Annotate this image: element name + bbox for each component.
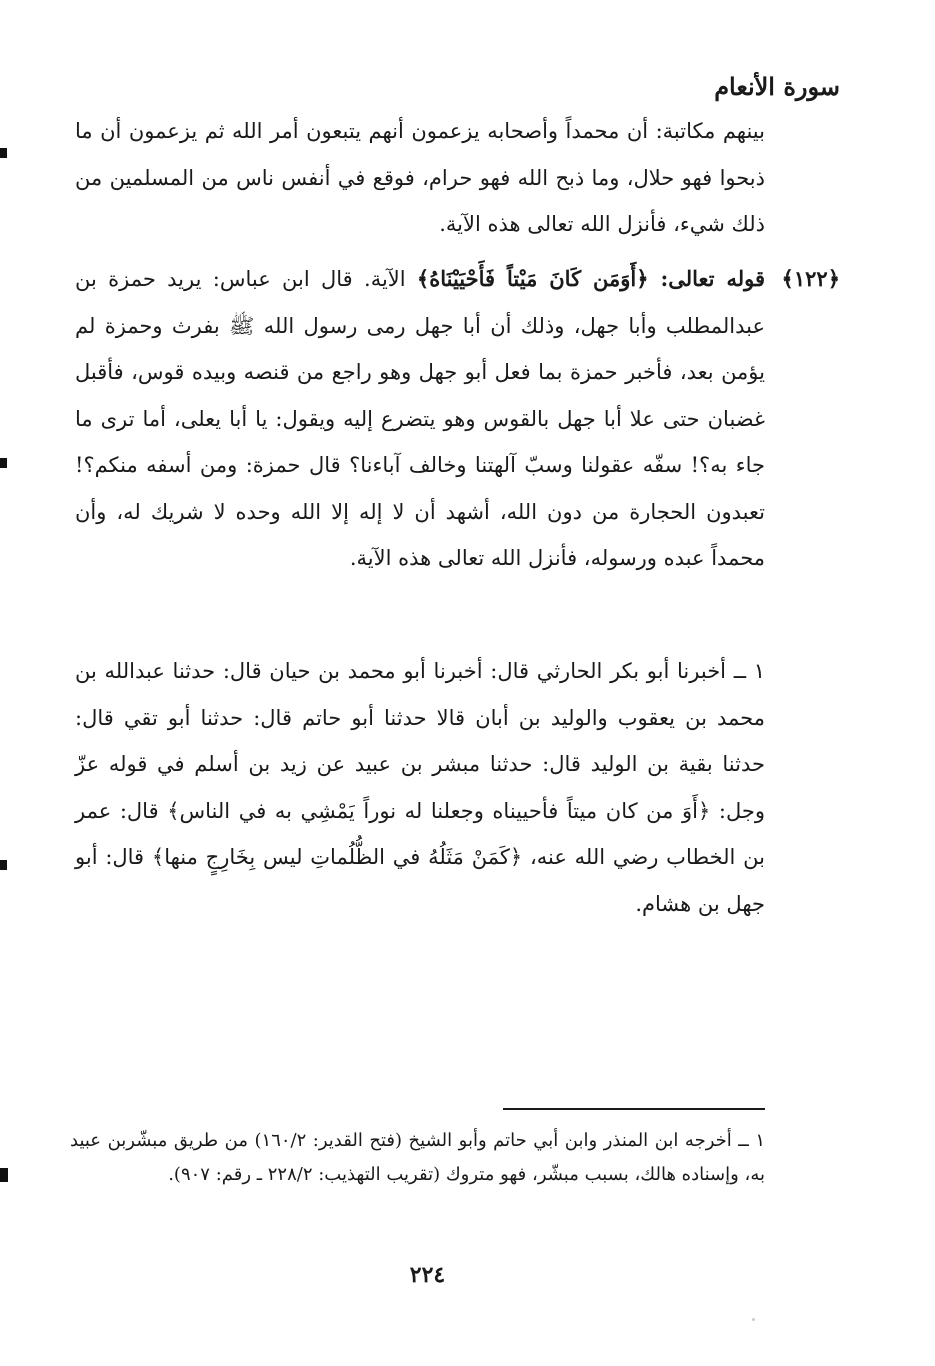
scan-speck: [752, 1318, 755, 1321]
page-number: ٢٢٤: [409, 1262, 446, 1288]
scan-edge-mark: [0, 458, 7, 468]
verse-lead: قوله تعالى: ﴿أَوَمَن كَانَ مَيْتاً فَأَحْيَيْنَاهُ﴾: [416, 266, 765, 291]
intro-paragraph: بينهم مكاتبة: أن محمداً وأصحابه يزعمون أنهم يتبعون أمر الله ثم يزعمون أن ما ذبحوا فهو حلال، وما ذبح الله فهو حرام، فوقع في أنفس ناس من المسلمين من ذلك شيء، فأنزل الله تعالى هذه الآية.: [75, 119, 765, 236]
footnote: ١ ــ أخرجه ابن المنذر وابن أبي حاتم وأبو الشيخ (فتح القدير: ١٦٠/٢) من طريق مبشّربن عبيد به، وإسناده هالك، بسبب مبشّر، فهو متروك (تقريب التهذيب: ٢٢٨/٢ ـ رقم: ٩٠٧).: [70, 1130, 766, 1185]
scan-edge-mark: [0, 1168, 8, 1182]
verse-commentary: [75, 256, 765, 582]
verse-number: ﴿١٢٢﴾: [781, 266, 840, 291]
scan-edge-mark: [0, 860, 7, 870]
hadith-paragraph: ١ ــ أخبرنا أبو بكر الحارثي قال: أخبرنا أبو محمد بن حيان قال: حدثنا عبدالله بن محمد بن يعقوب والوليد بن أبان قالا حدثنا أبو حاتم قال: حدثنا أبو تقي قال: حدثنا بقية بن الوليد قال: حدثنا مبشر بن عبيد عن زيد بن أسلم في قوله عزّ وجل: ﴿أَوَ من كان ميتاً فأحييناه وجعلنا له نوراً يَمْشِي به في الناس﴾ قال: عمر بن الخطاب رضي الله عنه، ﴿كَمَنْ مَثَلُهُ في الظُّلُماتِ ليس بِخَارِجٍ منها﴾ قال: أبو جهل بن هشام.: [75, 659, 765, 916]
verse-body: الآية. قال ابن عباس: يريد حمزة بن عبدالمطلب وأبا جهل، وذلك أن أبا جهل رمى رسول الله ﷺ بفرث وحمزة لم يؤمن بعد، فأخبر حمزة بما فعل أبو جهل وهو راجع من قنصه وبيده قوس، فأقبل غضبان حتى علا أبا جهل بالقوس وهو يتضرع إليه ويقول: يا أبا يعلى، أما ترى ما جاء به؟! سفّه عقولنا وسبّ آلهتنا وخالف آباءنا؟ قال حمزة: ومن أسفه منكم؟! تعبدون الحجارة من دون الله، أشهد أن لا إله إلا الله وحده لا شريك له، وأن محمداً عبده ورسوله، فأنزل الله تعالى هذه الآية.: [75, 267, 765, 570]
footnote-separator: [503, 1108, 765, 1110]
scan-edge-mark: [0, 148, 7, 158]
surah-title: سورة الأنعام: [714, 72, 840, 101]
